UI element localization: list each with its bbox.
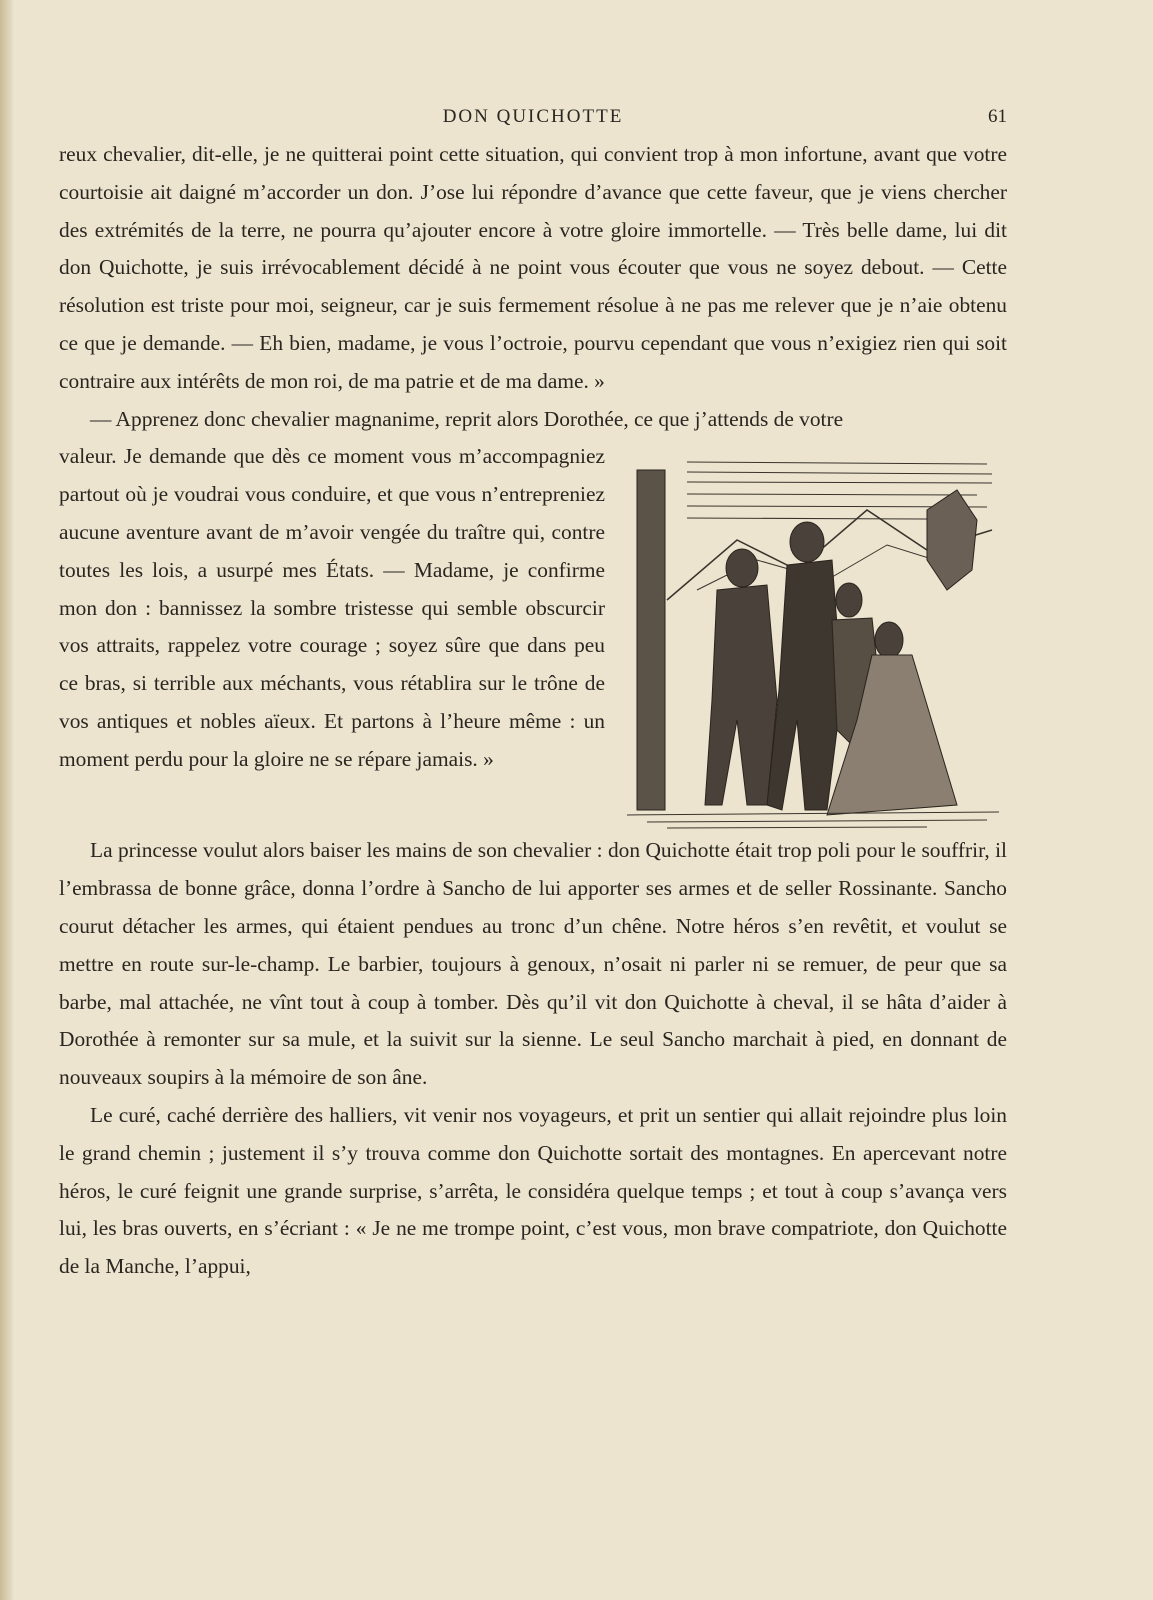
engraving-illustration	[627, 438, 1007, 832]
paragraph-1: reux chevalier, dit-elle, je ne quitterai point cette situation, qui convient trop à mon infortune, avant que votre courtoisie ait daigné m’accorder un don. J’ose lui répondre d’avance que cette faveur, que je viens chercher des extrémités de la terre, ne pourra qu’ajouter encore à votre gloire immortelle. — Très belle dame, lui dit don Quichotte, je suis irrévocablement décidé à ne point vous écouter que vous ne soyez debout. — Cette résolution est triste pour moi, seigneur, car je suis fermement résolue à ne pas me relever que je n’aie obtenu ce que je demande. — Eh bien, madame, je vous l’octroie, pourvu cependant que vous n’exigiez rien qui soit contraire aux intérêts de mon roi, de ma patrie et de ma dame. »	[59, 142, 1007, 393]
engraving-image	[627, 450, 999, 830]
page-spine-shadow	[0, 0, 14, 1600]
body-text	[59, 136, 1007, 1286]
text-with-illustration	[59, 438, 1007, 832]
running-head	[59, 100, 1007, 136]
book-page	[59, 100, 1007, 1286]
paragraph-2-first-line: — Apprenez donc chevalier magnanime, reprit alors Dorothée, ce que j’attends de votre	[90, 406, 844, 431]
paragraph-2-continued: valeur. Je demande que dès ce moment vous m’accompagniez partout où je voudrai vous conduire, et que vous n’entrepreniez aucune aventure avant de m’avoir vengée du traître qui, contre toutes les lois, a usurpé mes États. — Madame, je confirme mon don : bannissez la sombre tristesse qui semble obscurcir vos attraits, rappelez votre courage ; soyez sûre que dans peu ce bras, si terrible aux méchants, vous rétablira sur le trône de vos antiques et nobles aïeux. Et partons à l’heure même : un moment perdu pour la gloire ne se répare jamais. »	[59, 444, 605, 771]
paragraph-4: Le curé, caché derrière des halliers, vit venir nos voyageurs, et prit un sentier qui allait rejoindre plus loin le grand chemin ; justement il s’y trouva comme don Quichotte sortait des montagnes. En apercevant notre héros, le curé feignit une grande surprise, s’arrêta, le considéra quelque temps ; et tout à coup s’avança vers lui, les bras ouverts, en s’écriant : « Je ne me trompe point, c’est vous, mon brave compatriote, don Quichotte de la Manche, l’appui,	[59, 1102, 1007, 1279]
page-number: 61	[988, 106, 1007, 127]
running-title: DON QUICHOTTE	[442, 106, 624, 127]
paragraph-3: La princesse voulut alors baiser les mains de son chevalier : don Quichotte était trop poli pour le souffrir, il l’embrassa de bonne grâce, donna l’ordre à Sancho de lui apporter ses armes et de seller Rossinante. Sancho courut détacher les armes, qui étaient pendues au tronc d’un chêne. Notre héros s’en revêtit, et voulut se mettre en route sur-le-champ. Le barbier, toujours à genoux, n’osait ni parler ni se remuer, de peur que sa barbe, mal attachée, ne vînt tout à coup à tomber. Dès qu’il vit don Quichotte à cheval, il se hâta d’aider à Dorothée à remonter sur sa mule, et la suivit sur la sienne. Le seul Sancho marchait à pied, en donnant de nouveaux soupirs à la mémoire de son âne.	[59, 838, 1007, 1090]
